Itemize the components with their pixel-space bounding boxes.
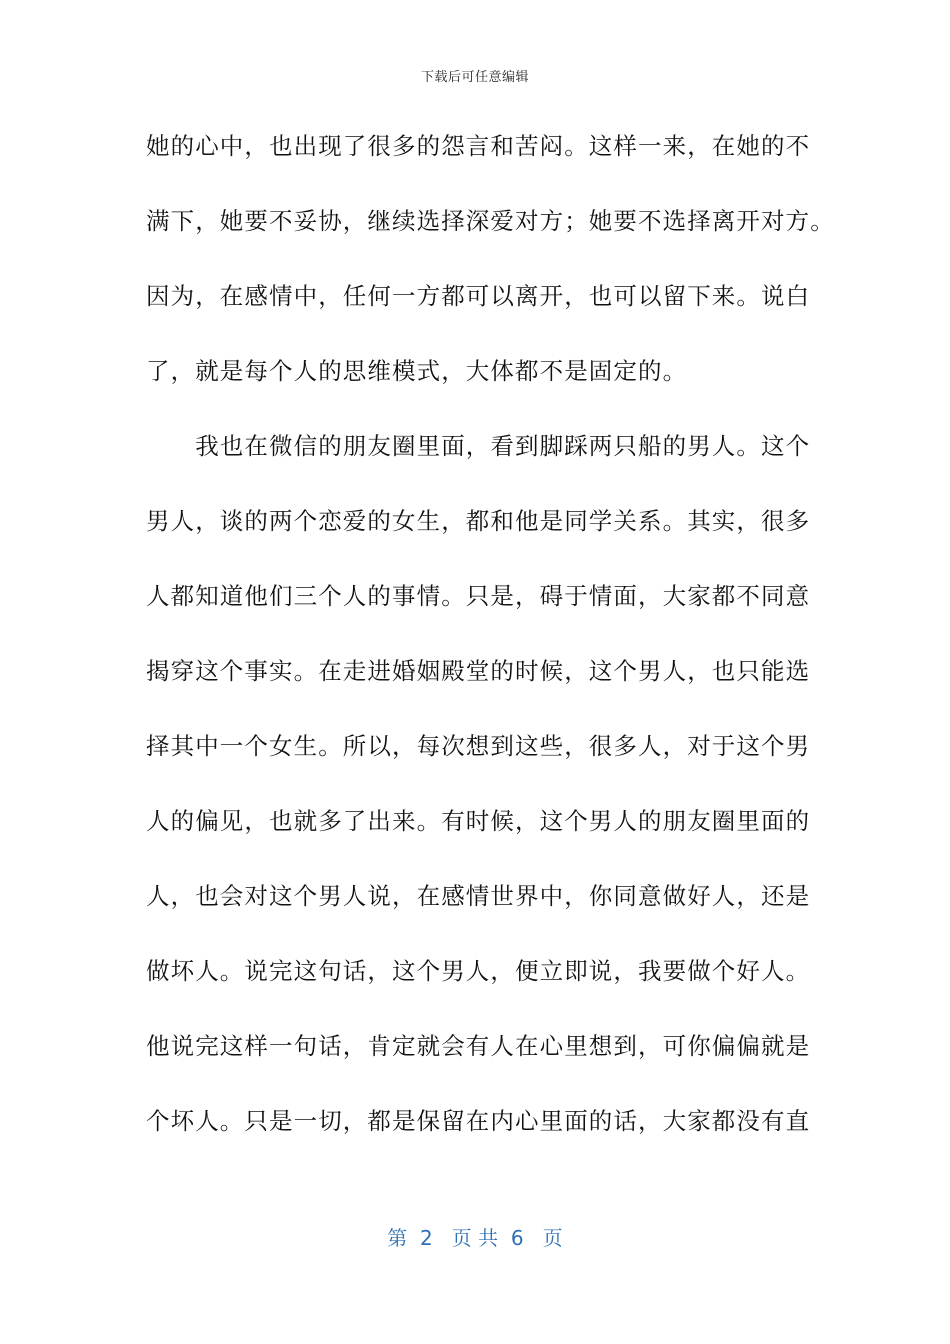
- text-line: 因为，在感情中，任何一方都可以离开，也可以留下来。说白: [146, 282, 811, 310]
- text-line: 人，也会对这个男人说，在感情世界中，你同意做好人，还是: [146, 882, 811, 910]
- text-line: 了，就是每个人的思维模式，大体都不是固定的。: [146, 357, 688, 385]
- text-line: 人都知道他们三个人的事情。只是，碍于情面，大家都不同意: [146, 582, 811, 610]
- document-body: [146, 119, 835, 1169]
- page-number-footer: 第 2 页 共 6 页: [387, 1226, 563, 1250]
- text-line: 择其中一个女生。所以，每次想到这些，很多人，对于这个男: [146, 732, 811, 760]
- text-line: 我也在微信的朋友圈里面，看到脚踩两只船的男人。这个: [146, 432, 811, 460]
- text-line: 他说完这样一句话，肯定就会有人在心里想到，可你偏偏就是: [146, 1032, 811, 1060]
- page-header: 下载后可任意编辑: [420, 70, 529, 85]
- text-line: 个坏人。只是一切，都是保留在内心里面的话，大家都没有直: [146, 1107, 811, 1135]
- text-line: 揭穿这个事实。在走进婚姻殿堂的时候，这个男人，也只能选: [146, 657, 811, 685]
- text-line: 做坏人。说完这句话，这个男人，便立即说，我要做个好人。: [146, 957, 811, 985]
- text-line: 她的心中，也出现了很多的怨言和苦闷。这样一来，在她的不: [146, 132, 811, 160]
- text-line: 满下，她要不妥协，继续选择深爱对方；她要不选择离开对方。: [146, 207, 835, 235]
- text-line: 男人，谈的两个恋爱的女生，都和他是同学关系。其实，很多: [146, 507, 811, 535]
- text-line: 人的偏见，也就多了出来。有时候，这个男人的朋友圈里面的: [146, 807, 811, 835]
